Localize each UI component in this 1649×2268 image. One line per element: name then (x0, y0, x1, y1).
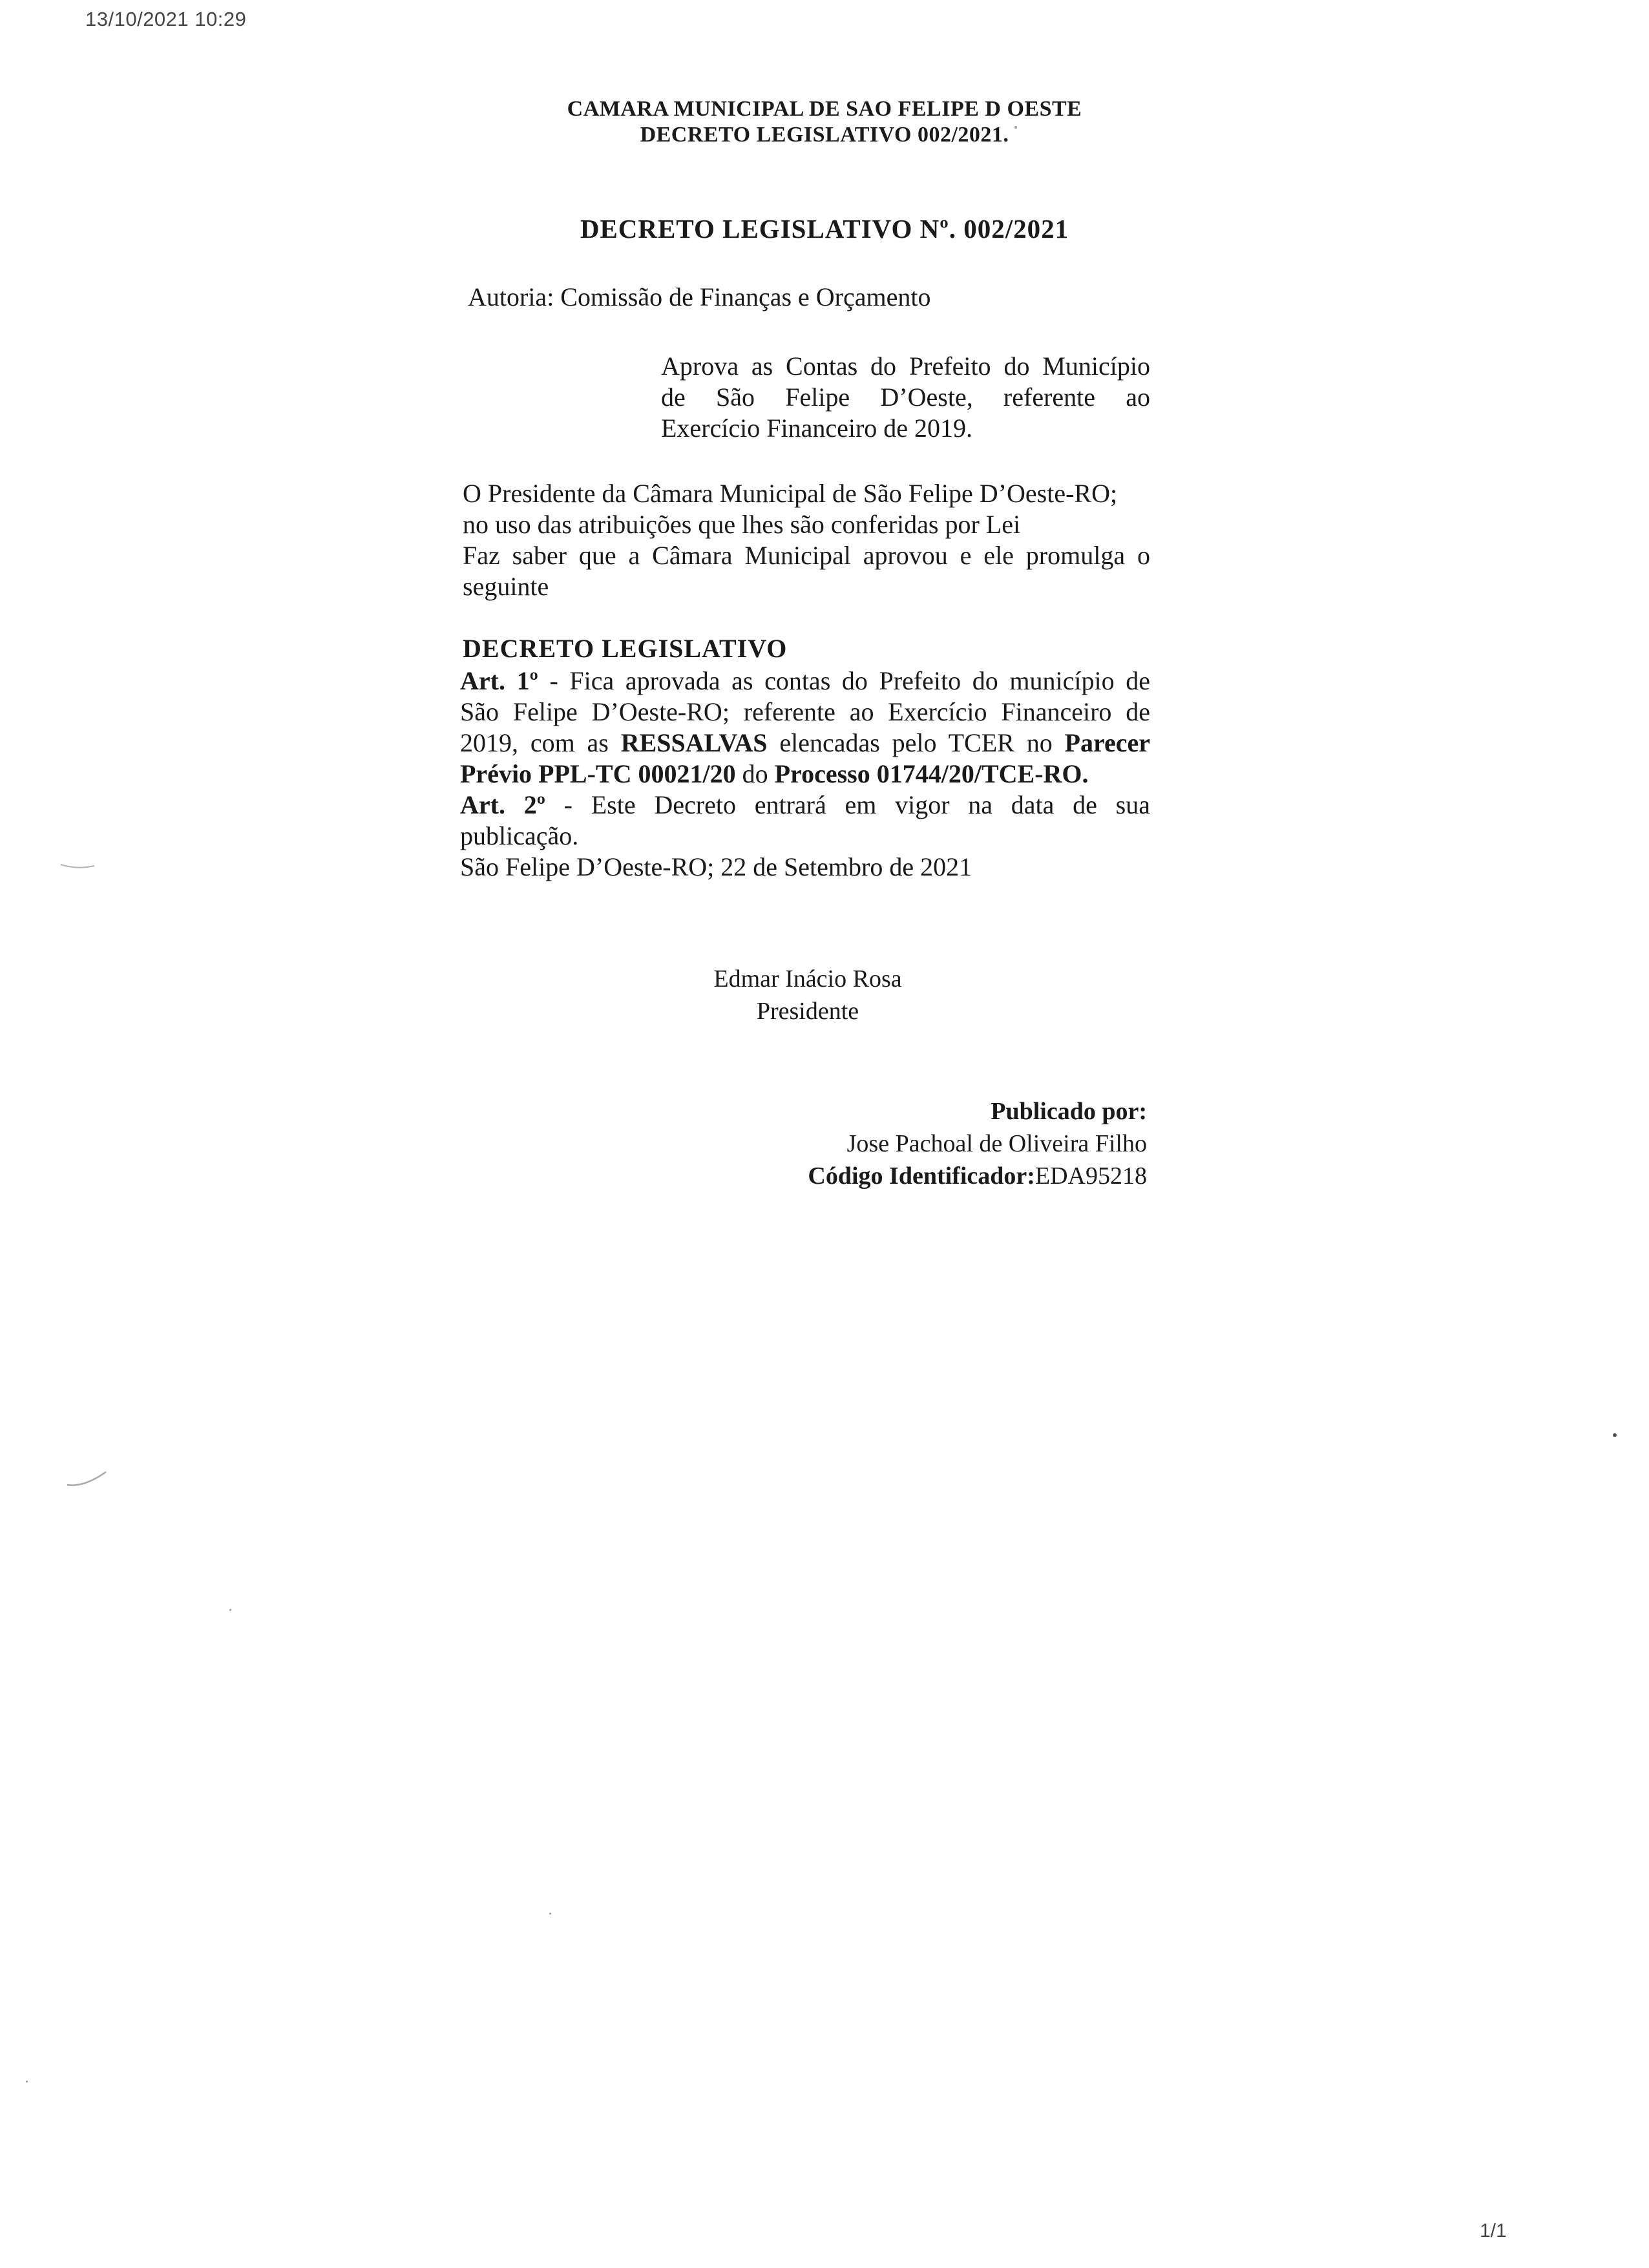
art1-line-1 (460, 666, 1150, 697)
print-timestamp: 13/10/2021 10:29 (85, 8, 247, 30)
scan-speck (26, 2081, 28, 2083)
art2-label: Art. 2º (460, 790, 545, 819)
art1-line-3 (460, 728, 1150, 759)
art1-parecer-number: Prévio PPL-TC 00021/20 (460, 759, 736, 788)
art2-line-1 (460, 790, 1150, 821)
publication-block (711, 1095, 1147, 1192)
authorship-line: Autoria: Comissão de Finanças e Orçamento (468, 282, 931, 311)
header-decree-reference: DECRETO LEGISLATIVO 002/2021. (640, 123, 1009, 147)
scan-speck (549, 1913, 551, 1915)
place-date: São Felipe D’Oeste-RO; 22 de Setembro de 2021 (460, 852, 972, 881)
header-institution: CAMARA MUNICIPAL DE SAO FELIPE D OESTE (567, 97, 1082, 121)
scan-mark (58, 859, 97, 872)
signature-block (646, 963, 969, 1027)
preamble-line-1: O Presidente da Câmara Municipal de São Felipe D’Oeste-RO; (463, 479, 1118, 508)
art1-label: Art. 1º (460, 666, 538, 695)
art1-line-2: São Felipe D’Oeste-RO; referente ao Exercício Financeiro de (460, 697, 1150, 726)
summary-line-2: de São Felipe D’Oeste, referente ao (661, 383, 1150, 412)
summary-block (661, 351, 1150, 444)
signatory-name: Edmar Inácio Rosa (713, 965, 902, 992)
scan-mark (65, 1467, 110, 1493)
scan-speck (1014, 126, 1017, 129)
art1-ressalvas: RESSALVAS (620, 728, 768, 757)
identifier-label: Código Identificador: (808, 1162, 1035, 1190)
preamble-line-4: seguinte (463, 572, 549, 601)
art1-processo: Processo 01744/20/TCE-RO. (774, 759, 1089, 788)
scan-speck (229, 1609, 231, 1611)
art2-line-2: publicação. (460, 821, 579, 850)
articles-block (460, 666, 1150, 883)
preamble-block (463, 478, 1150, 602)
art2-text-1: - Este Decreto entrará em vigor na data de sua (545, 790, 1150, 819)
art1-text-1: - Fica aprovada as contas do Prefeito do município de (538, 666, 1151, 695)
preamble-line-2: no uso das atribuições que lhes são conferidas por Lei (463, 510, 1021, 539)
page-number: 1/1 (1480, 2220, 1507, 2242)
document-title: DECRETO LEGISLATIVO Nº. 002/2021 (580, 214, 1069, 244)
scan-speck (1613, 1433, 1617, 1437)
summary-line-1: Aprova as Contas do Prefeito do Município (661, 352, 1150, 381)
summary-line-3: Exercício Financeiro de 2019. (661, 414, 973, 443)
preamble-line-3: Faz saber que a Câmara Municipal aprovou e ele promulga o (463, 541, 1150, 570)
published-by-label: Publicado por: (991, 1098, 1147, 1125)
art1-text-3a: 2019, com as (460, 728, 621, 757)
art1-text-4b: do (735, 759, 775, 788)
decree-heading: DECRETO LEGISLATIVO (463, 634, 788, 663)
art1-line-4 (460, 759, 1150, 790)
identifier-line (711, 1160, 1147, 1192)
art1-text-3c: elencadas pelo TCER no (767, 728, 1065, 757)
identifier-value: EDA95218 (1035, 1162, 1147, 1190)
signatory-role: Presidente (756, 998, 859, 1025)
art1-parecer: Parecer (1064, 728, 1151, 757)
publisher-name: Jose Pachoal de Oliveira Filho (846, 1130, 1147, 1157)
